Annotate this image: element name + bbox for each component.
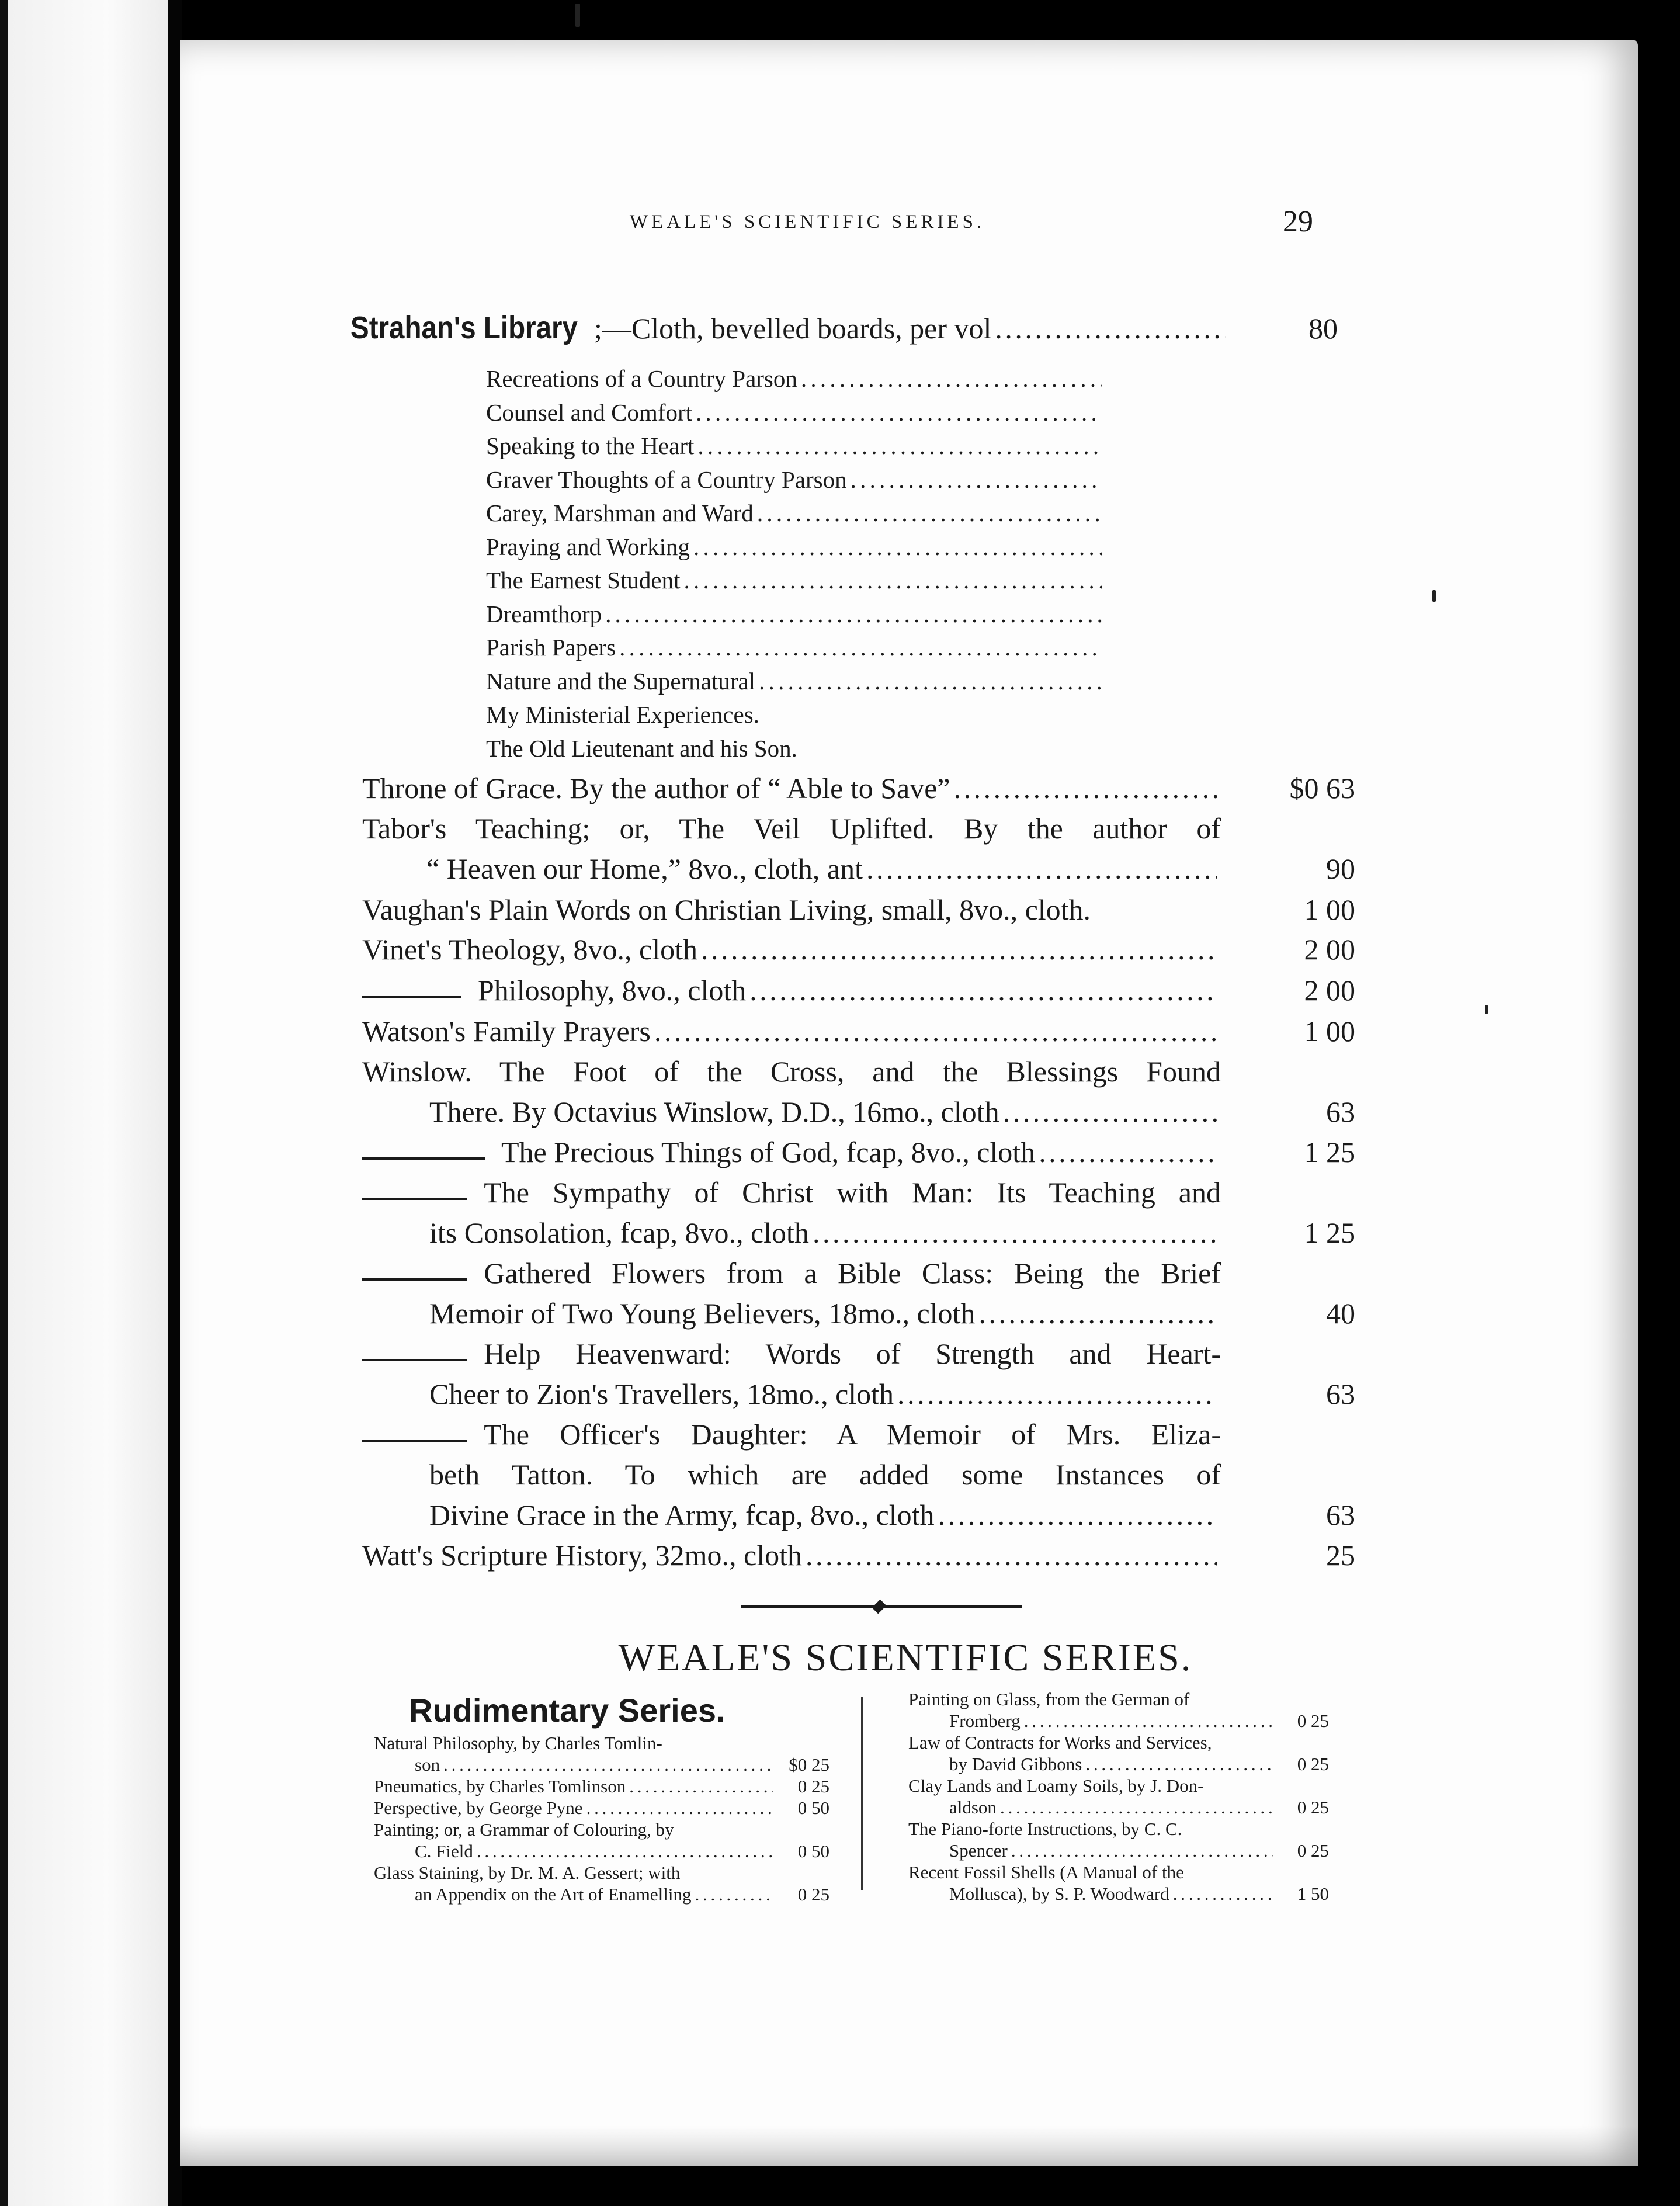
library-title bbox=[486, 429, 1105, 463]
catalog-price: 0 50 bbox=[797, 1798, 829, 1818]
entry-line bbox=[362, 1175, 1221, 1209]
leader-dots bbox=[443, 1754, 773, 1775]
leader-dots bbox=[629, 1775, 773, 1797]
catalog-price: 0 25 bbox=[1297, 1797, 1329, 1817]
entry-line bbox=[362, 771, 1221, 805]
dust-speck bbox=[1432, 590, 1436, 602]
catalog-text: an Appendix on the Art of Enamelling bbox=[415, 1884, 692, 1905]
catalog-line bbox=[374, 1797, 829, 1819]
entry-text: There. By Octavius Winslow, D.D., 16mo., cloth bbox=[429, 1095, 999, 1128]
running-head: WEALE'S SCIENTIFIC SERIES. bbox=[629, 211, 985, 233]
leader-dots bbox=[683, 564, 1102, 598]
entry-price: 1 00 bbox=[1304, 893, 1355, 926]
entry-line bbox=[429, 1095, 1221, 1129]
leader-dots bbox=[695, 1884, 773, 1905]
entry-price: $0 63 bbox=[1289, 772, 1355, 804]
catalog-text: Glass Staining, by Dr. M. A. Gessert; with bbox=[374, 1862, 681, 1883]
library-title-text: The Earnest Student bbox=[486, 567, 681, 594]
scan-edge bbox=[0, 0, 8, 2206]
series-title: WEALE'S SCIENTIFIC SERIES. bbox=[618, 1636, 1193, 1679]
library-title-text: Counsel and Comfort bbox=[486, 398, 693, 426]
catalog-text: Pneumatics, by Charles Tomlinson bbox=[374, 1776, 626, 1796]
entry-text: Philosophy, 8vo., cloth bbox=[478, 974, 747, 1007]
leader-dots bbox=[619, 631, 1102, 665]
catalog-line bbox=[908, 1688, 1329, 1710]
library-title bbox=[486, 631, 1105, 665]
leader-dots bbox=[693, 530, 1102, 564]
entry-line bbox=[426, 852, 1221, 886]
ditto-dash bbox=[362, 1157, 485, 1160]
leader-dots bbox=[1085, 1753, 1273, 1775]
entry-text: Vaughan's Plain Words on Christian Living, small, 8vo., cloth. bbox=[362, 893, 1091, 926]
column-rule bbox=[861, 1697, 863, 1890]
library-title-text: Praying and Working bbox=[486, 533, 690, 560]
catalog-line bbox=[908, 1796, 1329, 1818]
library-title-text: Parish Papers bbox=[486, 634, 616, 661]
library-title bbox=[486, 362, 1105, 396]
catalog-text: Fromberg bbox=[949, 1711, 1021, 1731]
entry-line bbox=[362, 973, 1221, 1007]
library-title bbox=[486, 598, 1105, 632]
facing-page bbox=[0, 0, 178, 2206]
leader-dots bbox=[813, 1216, 1217, 1250]
leader-dots bbox=[757, 497, 1102, 530]
strahan-heading: Strahan's Library bbox=[350, 310, 578, 345]
catalog-price: 1 50 bbox=[1297, 1884, 1329, 1904]
catalog-line bbox=[374, 1732, 829, 1754]
library-title bbox=[486, 665, 1105, 699]
library-title-text: The Old Lieutenant and his Son. bbox=[486, 734, 797, 762]
leader-dots bbox=[1000, 1796, 1273, 1818]
entry-line bbox=[429, 1498, 1221, 1532]
strahan-price: 80 bbox=[1308, 312, 1338, 345]
entry-line bbox=[362, 1014, 1221, 1048]
entry-line bbox=[429, 1216, 1221, 1250]
library-title bbox=[486, 463, 1105, 497]
leader-dots bbox=[586, 1797, 773, 1819]
leader-dots bbox=[801, 362, 1102, 396]
catalog-text: Natural Philosophy, by Charles Tomlin- bbox=[374, 1733, 662, 1753]
entry-line bbox=[362, 932, 1221, 966]
entry-text: Cheer to Zion's Travellers, 18mo., cloth bbox=[429, 1378, 894, 1410]
library-title-text: Graver Thoughts of a Country Parson bbox=[486, 466, 847, 493]
entry-text: Memoir of Two Young Believers, 18mo., cloth bbox=[429, 1297, 976, 1330]
catalog-price: 0 25 bbox=[1297, 1711, 1329, 1731]
catalog-text: C. Field bbox=[415, 1841, 473, 1861]
entry-text: Vinet's Theology, 8vo., cloth bbox=[362, 933, 697, 966]
entry-line bbox=[362, 1055, 1221, 1088]
library-title bbox=[486, 698, 1105, 732]
leader-dots bbox=[866, 852, 1217, 886]
entry-price: 25 bbox=[1326, 1539, 1355, 1572]
catalog-text: The Piano-forte Instructions, by C. C. bbox=[908, 1819, 1182, 1839]
entry-text: The Sympathy of Christ with Man: Its Teaching and bbox=[484, 1176, 1221, 1209]
leader-dots bbox=[701, 932, 1217, 966]
leader-dots bbox=[477, 1840, 773, 1862]
leader-dots bbox=[697, 429, 1102, 463]
catalog-text: Mollusca), by S. P. Woodward bbox=[949, 1884, 1169, 1904]
leader-dots bbox=[654, 1014, 1217, 1048]
entry-line bbox=[429, 1296, 1221, 1330]
entry-text: The Officer's Daughter: A Memoir of Mrs. Eliza- bbox=[484, 1418, 1221, 1451]
catalog-line bbox=[908, 1732, 1329, 1753]
library-title-text: Carey, Marshman and Ward bbox=[486, 500, 754, 526]
entry-price: 63 bbox=[1326, 1378, 1355, 1410]
leader-dots bbox=[1011, 1840, 1273, 1861]
catalog-price: 0 25 bbox=[797, 1884, 829, 1905]
entry-line bbox=[362, 1337, 1221, 1371]
library-title-text: My Ministerial Experiences. bbox=[486, 701, 759, 728]
leader-dots bbox=[978, 1296, 1217, 1330]
library-title-text: Nature and the Supernatural bbox=[486, 667, 756, 695]
entry-price: 2 00 bbox=[1304, 974, 1355, 1007]
leader-dots bbox=[938, 1498, 1217, 1532]
catalog-line bbox=[374, 1840, 829, 1862]
leader-dots bbox=[897, 1377, 1217, 1411]
ditto-dash bbox=[362, 1198, 467, 1200]
leader-dots bbox=[1024, 1710, 1273, 1732]
entry-line bbox=[362, 1417, 1221, 1451]
entry-text: Help Heavenward: Words of Strength and Heart- bbox=[484, 1337, 1221, 1370]
catalog-text: Law of Contracts for Works and Services, bbox=[908, 1732, 1212, 1753]
leader-dots bbox=[759, 665, 1102, 699]
entry-price: 40 bbox=[1326, 1297, 1355, 1330]
entry-line bbox=[362, 893, 1221, 927]
entry-price: 90 bbox=[1326, 852, 1355, 885]
catalog-price: 0 25 bbox=[1297, 1754, 1329, 1774]
leader-dots bbox=[1039, 1135, 1217, 1169]
ditto-dash bbox=[362, 1278, 467, 1281]
catalog-line bbox=[908, 1818, 1329, 1840]
library-title bbox=[486, 497, 1105, 530]
left-column bbox=[374, 1732, 829, 1905]
catalog-price: 0 50 bbox=[797, 1841, 829, 1861]
leader-dots bbox=[696, 396, 1102, 430]
leader-dots bbox=[995, 311, 1226, 345]
catalog-line bbox=[908, 1861, 1329, 1883]
leader-dots bbox=[954, 771, 1217, 805]
entry-text: Divine Grace in the Army, fcap, 8vo., cloth bbox=[429, 1499, 935, 1531]
entry-line bbox=[429, 1377, 1221, 1411]
catalog-line bbox=[374, 1775, 829, 1797]
catalog-line bbox=[908, 1710, 1329, 1732]
catalog-line bbox=[374, 1754, 829, 1775]
page-number: 29 bbox=[1283, 205, 1313, 238]
leader-dots bbox=[605, 598, 1102, 632]
catalog-text: Spencer bbox=[949, 1840, 1008, 1861]
entry-line bbox=[362, 811, 1221, 845]
catalog-price: 0 25 bbox=[1297, 1840, 1329, 1861]
catalog-text: Painting; or, a Grammar of Colouring, by bbox=[374, 1819, 674, 1840]
entry-price: 1 25 bbox=[1304, 1216, 1355, 1249]
entry-text: beth Tatton. To which are added some Instances of bbox=[429, 1458, 1221, 1491]
entry-text: Watt's Scripture History, 32mo., cloth bbox=[362, 1539, 803, 1572]
dust-speck bbox=[575, 4, 580, 27]
catalog-text: by David Gibbons bbox=[949, 1754, 1082, 1774]
rudimentary-series-title: Rudimentary Series. bbox=[409, 1692, 726, 1729]
strahan-description: ;—Cloth, bevelled boards, per vol bbox=[594, 312, 992, 345]
catalog-line bbox=[374, 1884, 829, 1905]
ditto-dash bbox=[362, 996, 461, 998]
catalog-text: Clay Lands and Loamy Soils, by J. Don- bbox=[908, 1775, 1204, 1796]
entry-price: 1 25 bbox=[1304, 1136, 1355, 1168]
library-title bbox=[486, 564, 1105, 598]
library-title bbox=[486, 732, 1105, 766]
entry-text: Throne of Grace. By the author of “ Able to Save” bbox=[362, 772, 950, 804]
catalog-text: son bbox=[415, 1754, 440, 1775]
page-shadow bbox=[180, 2125, 1638, 2166]
leader-dots bbox=[749, 973, 1217, 1007]
catalog-text: Perspective, by George Pyne bbox=[374, 1798, 583, 1818]
dust-speck bbox=[1485, 1005, 1488, 1014]
entry-line bbox=[362, 1135, 1221, 1169]
catalog-line bbox=[374, 1819, 829, 1840]
entry-line bbox=[362, 1256, 1221, 1290]
catalog-price: $0 25 bbox=[789, 1754, 829, 1775]
strahan-library-entry bbox=[350, 310, 1230, 346]
library-title bbox=[486, 396, 1105, 430]
catalog-line bbox=[908, 1840, 1329, 1861]
ditto-dash bbox=[362, 1440, 467, 1442]
entry-text: “ Heaven our Home,” 8vo., cloth, ant bbox=[426, 852, 863, 885]
entry-price: 63 bbox=[1326, 1095, 1355, 1128]
catalog-line bbox=[908, 1883, 1329, 1905]
entry-line bbox=[429, 1458, 1221, 1492]
entry-text: The Precious Things of God, fcap, 8vo., cloth bbox=[501, 1136, 1036, 1168]
entry-text: Winslow. The Foot of the Cross, and the Blessings Found bbox=[362, 1055, 1221, 1088]
entry-text: Watson's Family Prayers bbox=[362, 1015, 651, 1047]
entry-price: 1 00 bbox=[1304, 1015, 1355, 1047]
entry-price: 2 00 bbox=[1304, 933, 1355, 966]
catalog-line bbox=[908, 1753, 1329, 1775]
strahan-title-list bbox=[486, 362, 1105, 765]
library-title-text: Recreations of a Country Parson bbox=[486, 365, 797, 392]
right-column bbox=[908, 1688, 1329, 1905]
library-title-text: Speaking to the Heart bbox=[486, 432, 695, 459]
entry-text: Tabor's Teaching; or, The Veil Uplifted. By the author of bbox=[362, 812, 1221, 845]
catalog-line bbox=[908, 1775, 1329, 1796]
library-title bbox=[486, 530, 1105, 564]
catalog-price: 0 25 bbox=[797, 1776, 829, 1796]
library-title-text: Dreamthorp bbox=[486, 600, 602, 627]
leader-dots bbox=[1173, 1883, 1273, 1905]
entry-text: its Consolation, fcap, 8vo., cloth bbox=[429, 1216, 809, 1249]
catalog-text: aldson bbox=[949, 1797, 997, 1817]
catalog-line bbox=[374, 1862, 829, 1884]
entry-price: 63 bbox=[1326, 1499, 1355, 1531]
entry-text: Gathered Flowers from a Bible Class: Being the Brief bbox=[484, 1257, 1221, 1289]
leader-dots bbox=[851, 463, 1102, 497]
entry-line bbox=[362, 1538, 1221, 1572]
catalog-text: Recent Fossil Shells (A Manual of the bbox=[908, 1862, 1184, 1882]
leader-dots bbox=[1003, 1095, 1217, 1129]
ditto-dash bbox=[362, 1359, 467, 1361]
catalog-text: Painting on Glass, from the German of bbox=[908, 1689, 1190, 1709]
leader-dots bbox=[806, 1538, 1217, 1572]
